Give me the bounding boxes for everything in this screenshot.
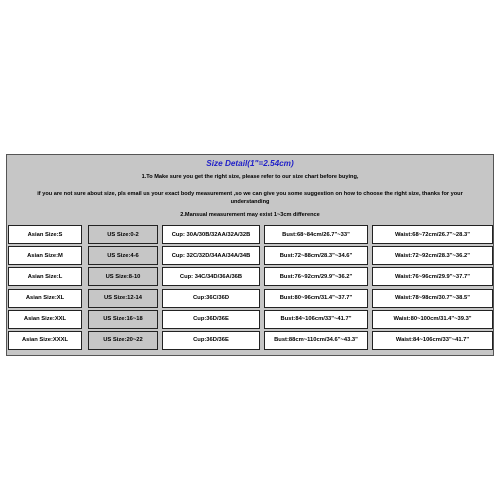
waist-cell: Waist:72~92cm/28.3"~36.2" <box>372 246 493 265</box>
cup-size-cell: Cup: 32C/32D/34AA/34A/34B <box>162 246 260 265</box>
cup-size-cell: Cup: 30A/30B/32AA/32A/32B <box>162 225 260 244</box>
size-chart <box>6 154 494 356</box>
size-note-2: if you are not sure about size, pls email us your exact body measurement ,so we can give you some suggestion on how to choose the right size, thanks for your <box>37 191 463 197</box>
us-size-cell: US Size:16~18 <box>88 310 158 329</box>
bust-cell: Bust:72~88cm/28.3"~34.6" <box>264 246 368 265</box>
size-chart-title: Size Detail(1"=2.54cm) <box>206 159 294 168</box>
us-size-cell: US Size:4-6 <box>88 246 158 265</box>
us-size-cell: US Size:20~22 <box>88 331 158 350</box>
waist-cell: Waist:68~72cm/26.7"~28.3" <box>372 225 493 244</box>
waist-cell: Waist:80~100cm/31.4"~39.3" <box>372 310 493 329</box>
size-row-l <box>7 266 493 287</box>
us-size-cell: US Size:12-14 <box>88 289 158 308</box>
asian-size-cell: Asian Size:XL <box>8 289 82 308</box>
cup-size-cell: Cup:36D/36E <box>162 331 260 350</box>
asian-size-cell: Asian Size:XXXL <box>8 331 82 350</box>
size-note-2-cont: understanding <box>230 199 270 205</box>
us-size-cell: US Size:8-10 <box>88 267 158 286</box>
waist-cell: Waist:78~98cm/30.7"~38.5" <box>372 289 493 308</box>
size-row-m <box>7 245 493 266</box>
size-row-xl <box>7 288 493 309</box>
size-note-3: 2.Mansual measurement may exist 1~3cm difference <box>180 212 320 218</box>
size-row-xxl <box>7 309 493 330</box>
size-row-xxxl <box>7 330 493 351</box>
size-note-1: 1.To Make sure you get the right size, please refer to our size chart before buying, <box>141 174 359 180</box>
cup-size-cell: Cup:36D/36E <box>162 310 260 329</box>
bust-cell: Bust:88cm~110cm/34.6"~43.3" <box>264 331 368 350</box>
waist-cell: Waist:84~106cm/33"~41.7" <box>372 331 493 350</box>
bust-cell: Bust:84~106cm/33"~41.7" <box>264 310 368 329</box>
asian-size-cell: Asian Size:S <box>8 225 82 244</box>
bust-cell: Bust:76~92cm/29.9"~36.2" <box>264 267 368 286</box>
asian-size-cell: Asian Size:L <box>8 267 82 286</box>
asian-size-cell: Asian Size:M <box>8 246 82 265</box>
size-row-s <box>7 224 493 245</box>
us-size-cell: US Size:0-2 <box>88 225 158 244</box>
cup-size-cell: Cup: 34C/34D/36A/36B <box>162 267 260 286</box>
bust-cell: Bust:68~84cm/26.7"~33" <box>264 225 368 244</box>
size-table <box>7 224 493 351</box>
cup-size-cell: Cup:36C/36D <box>162 289 260 308</box>
size-chart-header <box>7 155 493 224</box>
asian-size-cell: Asian Size:XXL <box>8 310 82 329</box>
waist-cell: Waist:76~96cm/29.9"~37.7" <box>372 267 493 286</box>
bust-cell: Bust:80~96cm/31.4"~37.7" <box>264 289 368 308</box>
